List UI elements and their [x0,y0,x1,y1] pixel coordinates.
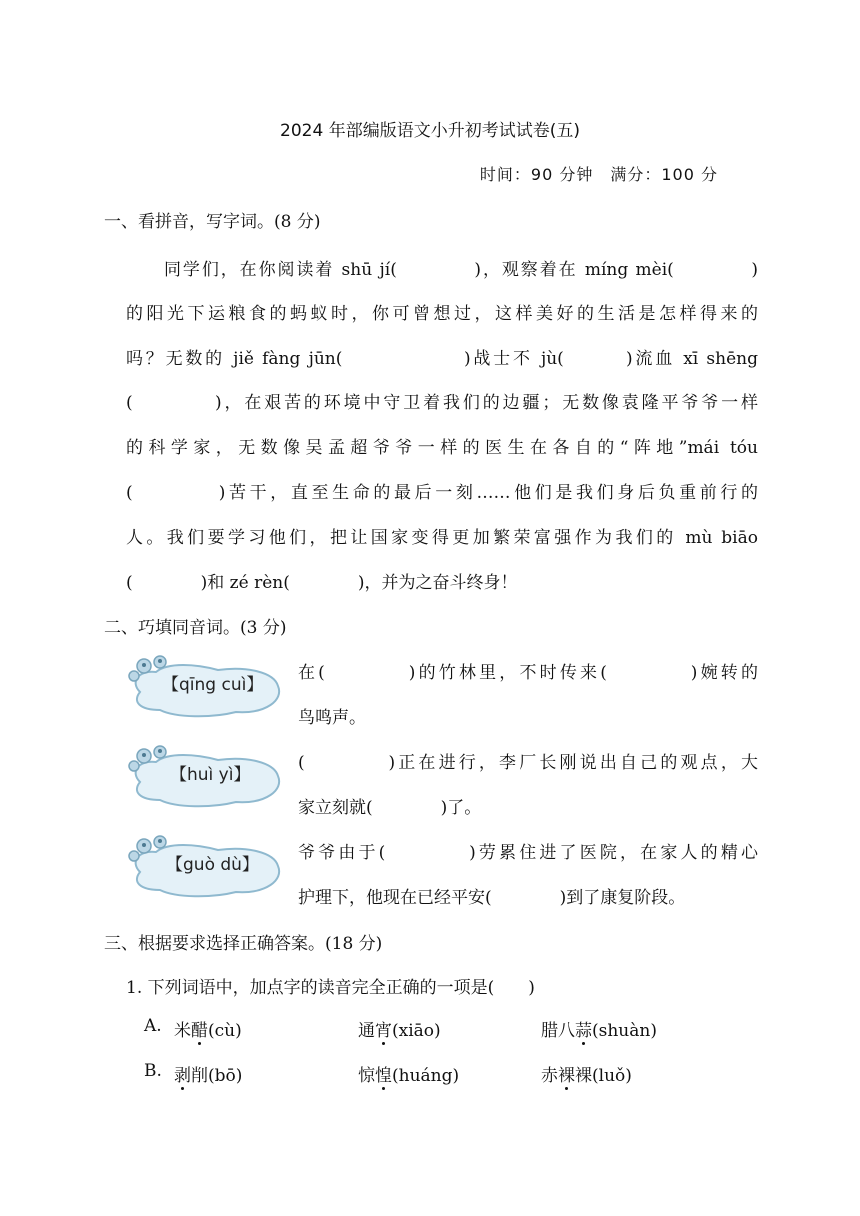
section1-line-1: 同学们，在你阅读着 shū jí( )，观察着在 míng mèi( ) [164,260,758,280]
section1-heading: 一、看拼音，写字词。(8 分) [104,212,321,232]
option-a-word-2: 通宵(xiāo) [358,1021,441,1041]
option-a-word-1: 米醋(cù) [174,1021,242,1041]
section2-item2-line1: ( )正在进行，李厂长刚说出自己的观点，大 [298,753,758,773]
question-1: 1. 下列词语中，加点字的读音完全正确的一项是( ) [126,978,535,998]
option-a-label: A. [144,1016,162,1036]
section2-item1-line2: 鸟鸣声。 [298,708,366,728]
pinyin-label-2: 【huì yì】 [170,765,251,785]
section3-heading: 三、根据要求选择正确答案。(18 分) [104,934,383,954]
section1-line-6: ( )苦干，直至生命的最后一刻……他们是我们身后负重前行的 [126,483,758,503]
pinyin-badge-2 [126,742,286,812]
option-a-word-3: 腊八蒜(shuàn) [541,1021,657,1041]
section1-line-4: ( )，在艰苦的环境中守卫着我们的边疆；无数像袁隆平爷爷一样 [126,393,758,413]
section2-item2-line2: 家立刻就( )了。 [298,798,482,818]
section2-heading: 二、巧填同音词。(3 分) [104,618,287,638]
page-title: 2024 年部编版语文小升初考试试卷(五) [280,121,580,141]
option-b-word-2: 惊惶(huáng) [358,1066,460,1086]
pinyin-badge-3 [126,832,286,902]
pinyin-label-1: 【qīng cuì】 [162,675,264,695]
section2-item3-line2: 护理下，他现在已经平安( )到了康复阶段。 [298,888,686,908]
section1-line-7: 人。我们要学习他们，把让国家变得更加繁荣富强作为我们的 mù biāo [126,528,758,548]
section1-line-3: 吗？无数的 jiě fàng jūn( )战士不 jù( )流血 xī shēng [126,349,758,369]
option-b-label: B. [144,1061,162,1081]
section2-item3-line1: 爷爷由于( )劳累住进了医院，在家人的精心 [298,843,758,863]
section1-line-8: ( )和 zé rèn( )，并为之奋斗终身！ [126,573,518,593]
section1-line-5: 的科学家，无数像吴孟超爷爷一样的医生在各自的“阵地”mái tóu [126,438,758,458]
section1-line-2: 的阳光下运粮食的蚂蚁时，你可曾想过，这样美好的生活是怎样得来的 [126,304,758,324]
section2-item1-line1: 在( )的竹林里，不时传来( )婉转的 [298,663,758,683]
exam-meta: 时间：90 分钟 满分：100 分 [479,165,718,184]
pinyin-label-3: 【guò dù】 [166,855,259,875]
pinyin-badge-1 [126,652,286,722]
option-b-word-3: 赤裸裸(luǒ) [541,1066,632,1086]
option-b-word-1: 剥削(bō) [174,1066,243,1086]
